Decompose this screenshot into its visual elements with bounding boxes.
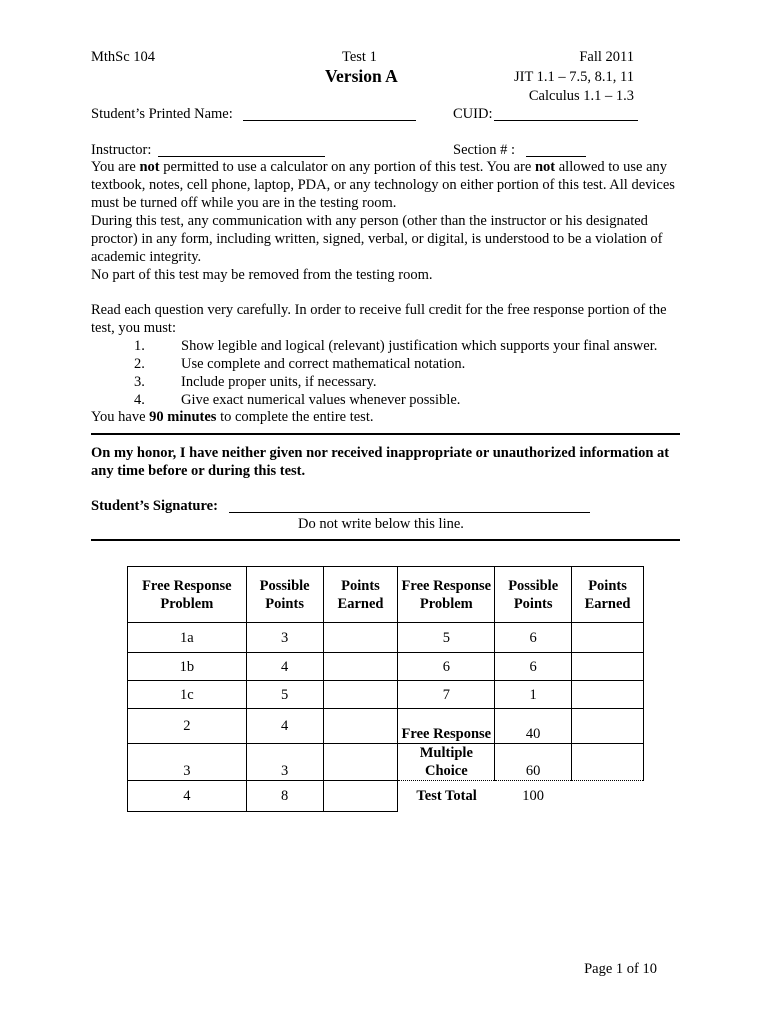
honor-statement: On my honor, I have neither given nor received inappropriate or unauthorized information at any time before or during this test. xyxy=(91,445,670,479)
divider xyxy=(91,433,680,435)
list-item: 3. Include proper units, if necessary. xyxy=(134,374,377,390)
cuid-field[interactable] xyxy=(494,120,638,121)
points-earned-cell[interactable] xyxy=(572,653,644,681)
printed-name-label: Student’s Printed Name: xyxy=(91,106,233,122)
time-limit: You have 90 minutes to complete the entire test. xyxy=(91,409,374,425)
points-earned-cell[interactable] xyxy=(572,709,644,744)
signature-field[interactable] xyxy=(229,512,590,513)
integrity-rule: During this test, any communication with any person (other than the instructor or his designated proctor) in any form, including written, signed, verbal, or digital, is understood to be a violation of academic integrity. xyxy=(91,213,663,265)
list-item: 4. Give exact numerical values whenever possible. xyxy=(134,392,461,408)
instruction-list xyxy=(91,337,691,409)
course-name: MthSc 104 xyxy=(91,49,156,65)
table-row: 1c 5 7 1 xyxy=(128,681,644,709)
header-free-response-problem: Free Response Problem xyxy=(398,567,495,623)
header-free-response-problem: Free Response Problem xyxy=(128,567,247,623)
term: Fall 2011 xyxy=(579,49,634,65)
instructor-field[interactable] xyxy=(158,156,325,157)
rules-block xyxy=(91,158,681,284)
points-earned-cell[interactable] xyxy=(572,623,644,653)
points-earned-cell[interactable] xyxy=(323,781,398,812)
divider xyxy=(91,539,680,541)
header-possible-points: Possible Points xyxy=(246,567,323,623)
test-total-earned[interactable] xyxy=(572,781,644,812)
points-earned-cell[interactable] xyxy=(323,709,398,744)
coverage-calculus: Calculus 1.1 – 1.3 xyxy=(528,88,634,104)
no-calculator-rule: You are not permitted to use a calculator on any portion of this test. You are not allowed to use any textbook, notes, cell phone, laptop, PDA, or any technology on either portion of this test. All devices must be turned off while you are in the testing room. xyxy=(91,159,675,211)
points-earned-cell[interactable] xyxy=(572,744,644,781)
test-total-value: 100 xyxy=(522,788,545,805)
table-row: 3 3 Multiple Choice 60 xyxy=(128,744,644,781)
instructor-label: Instructor: xyxy=(91,142,152,158)
points-earned-cell[interactable] xyxy=(323,744,398,781)
cuid-label: CUID: xyxy=(453,106,493,122)
table-row: 2 4 Free Response 40 xyxy=(128,709,644,744)
list-item: 2. Use complete and correct mathematical notation. xyxy=(134,356,466,372)
table-row: 4 8 Test Total 100 xyxy=(128,781,644,812)
table-row: 1a 3 5 6 xyxy=(128,623,644,653)
score-table xyxy=(127,566,644,812)
instructions-intro: Read each question very carefully. In order to receive full credit for the free response portion of the test, you must: xyxy=(91,302,667,336)
points-earned-cell[interactable] xyxy=(323,681,398,709)
points-earned-cell[interactable] xyxy=(323,623,398,653)
test-number: Test 1 xyxy=(342,49,377,65)
version-label: Version A xyxy=(325,66,398,86)
page-number: Page 1 of 10 xyxy=(584,961,657,977)
header-points-earned: Points Earned xyxy=(572,567,644,623)
signature-label: Student’s Signature: xyxy=(91,498,218,514)
list-item: 1. Show legible and logical (relevant) justification which supports your final answer. xyxy=(134,338,658,354)
printed-name-field[interactable] xyxy=(243,120,416,121)
section-field[interactable] xyxy=(526,156,586,157)
test-total-label: Test Total xyxy=(416,788,477,805)
points-earned-cell[interactable] xyxy=(323,653,398,681)
table-header-row xyxy=(128,567,644,623)
coverage-jit: JIT 1.1 – 7.5, 8.1, 11 xyxy=(513,69,634,85)
do-not-write-notice: Do not write below this line. xyxy=(298,516,464,532)
removal-rule: No part of this test may be removed from the testing room. xyxy=(91,267,433,283)
points-earned-cell[interactable] xyxy=(572,681,644,709)
table-row: 1b 4 6 6 xyxy=(128,653,644,681)
section-label: Section # : xyxy=(453,142,516,158)
header-points-earned: Points Earned xyxy=(323,567,398,623)
header-possible-points: Possible Points xyxy=(495,567,572,623)
